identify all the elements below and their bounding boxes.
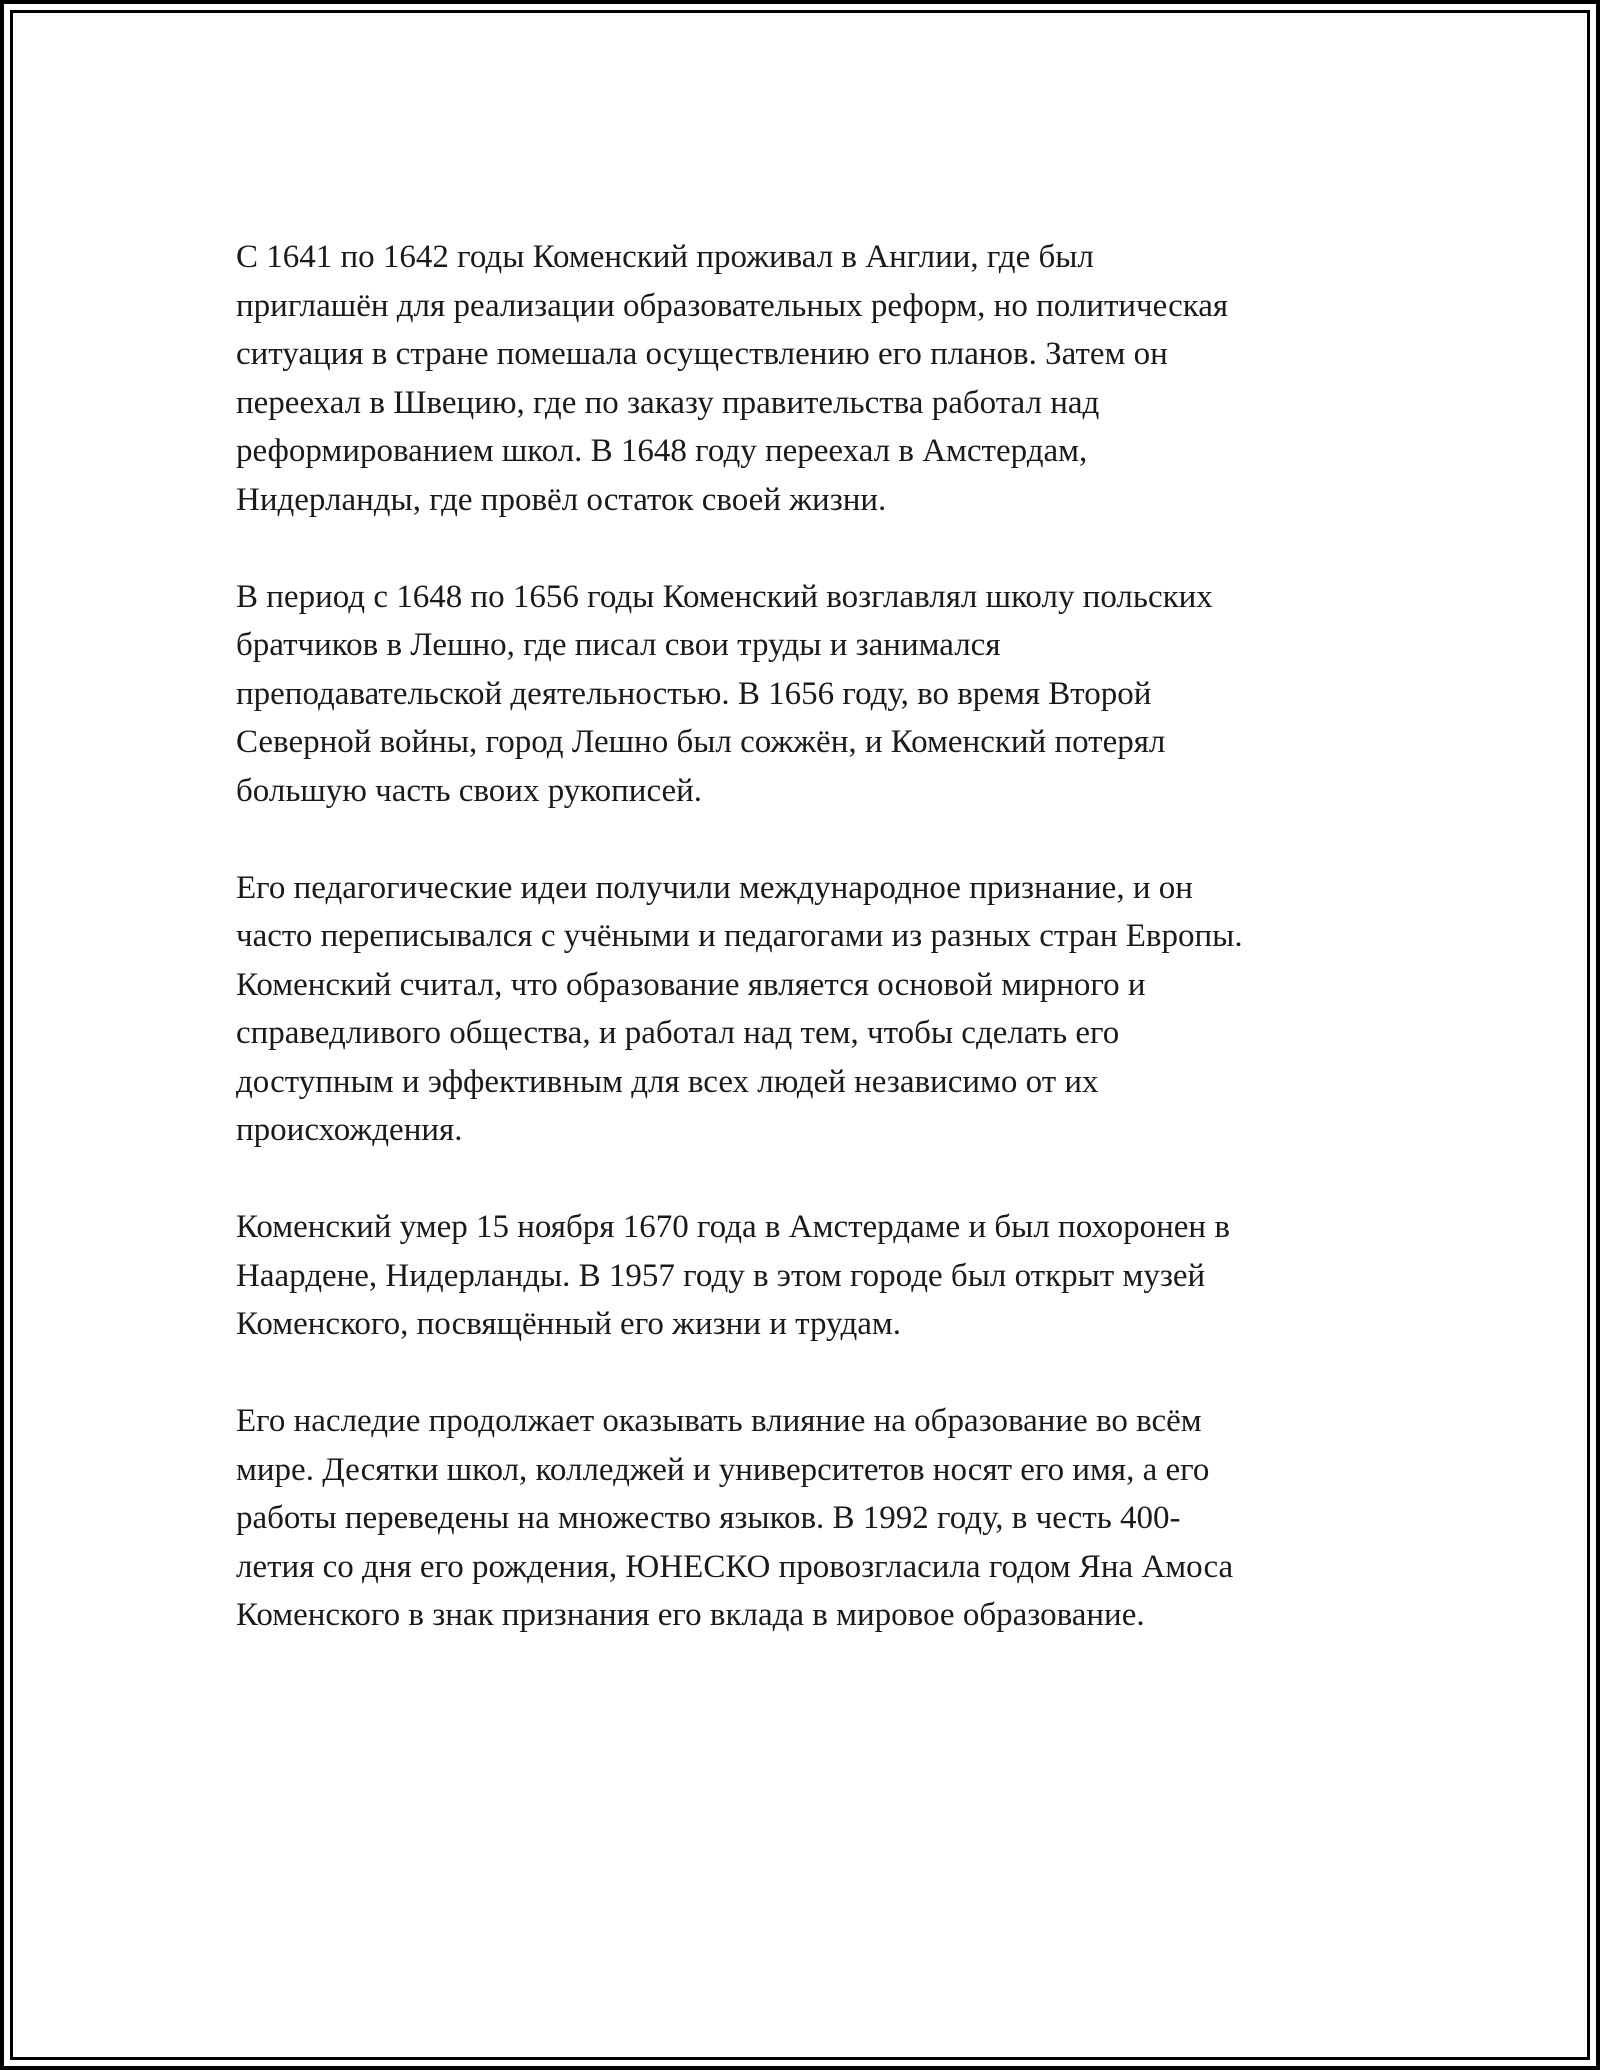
paragraph-death: Коменский умер 15 ноября 1670 года в Амстердаме и был похоронен в Наардене, Нидерланды. В 1957 году в этом городе был открыт музей Коменского, посвящённый его жизни и трудам.	[236, 1209, 1230, 1342]
paragraph-england-sweden: С 1641 по 1642 годы Коменский проживал в Англии, где был приглашён для реализации образовательных реформ, но политическая ситуация в стране помешала осуществлению его планов. Затем он переехал в Швецию, где по заказу правительства работал над реформированием школ. В 1648 году переехал в Амстердам, Нидерланды, где провёл остаток своей жизни.	[236, 239, 1229, 518]
document-body	[236, 233, 1366, 1688]
paragraph-legacy: Его наследие продолжает оказывать влияние на образование во всём мире. Десятки школ, колледжей и университетов носят его имя, а его работы переведены на множество языков. В 1992 году, в честь 400- летия со дня его рождения, ЮНЕСКО провозгласила годом Яна Амоса Коменского в знак признания его вклада в мировое образование.	[236, 1403, 1234, 1633]
paragraph-pedagogical-ideas: Его педагогические идеи получили международное признание, и он часто переписывался с учёными и педагогами из разных стран Европы. Коменский считал, что образование является основой мирного и справедливого общества, и работал над тем, чтобы сделать его доступным и эффективным для всех людей независимо от их происхождения.	[236, 869, 1243, 1148]
paragraph-leszno: В период с 1648 по 1656 годы Коменский возглавлял школу польских братчиков в Лешно, где писал свои труды и занимался преподавательской деятельностью. В 1656 году, во время Второй Северной войны, город Лешно был сожжён, и Коменский потерял большую часть своих рукописей.	[236, 578, 1213, 809]
